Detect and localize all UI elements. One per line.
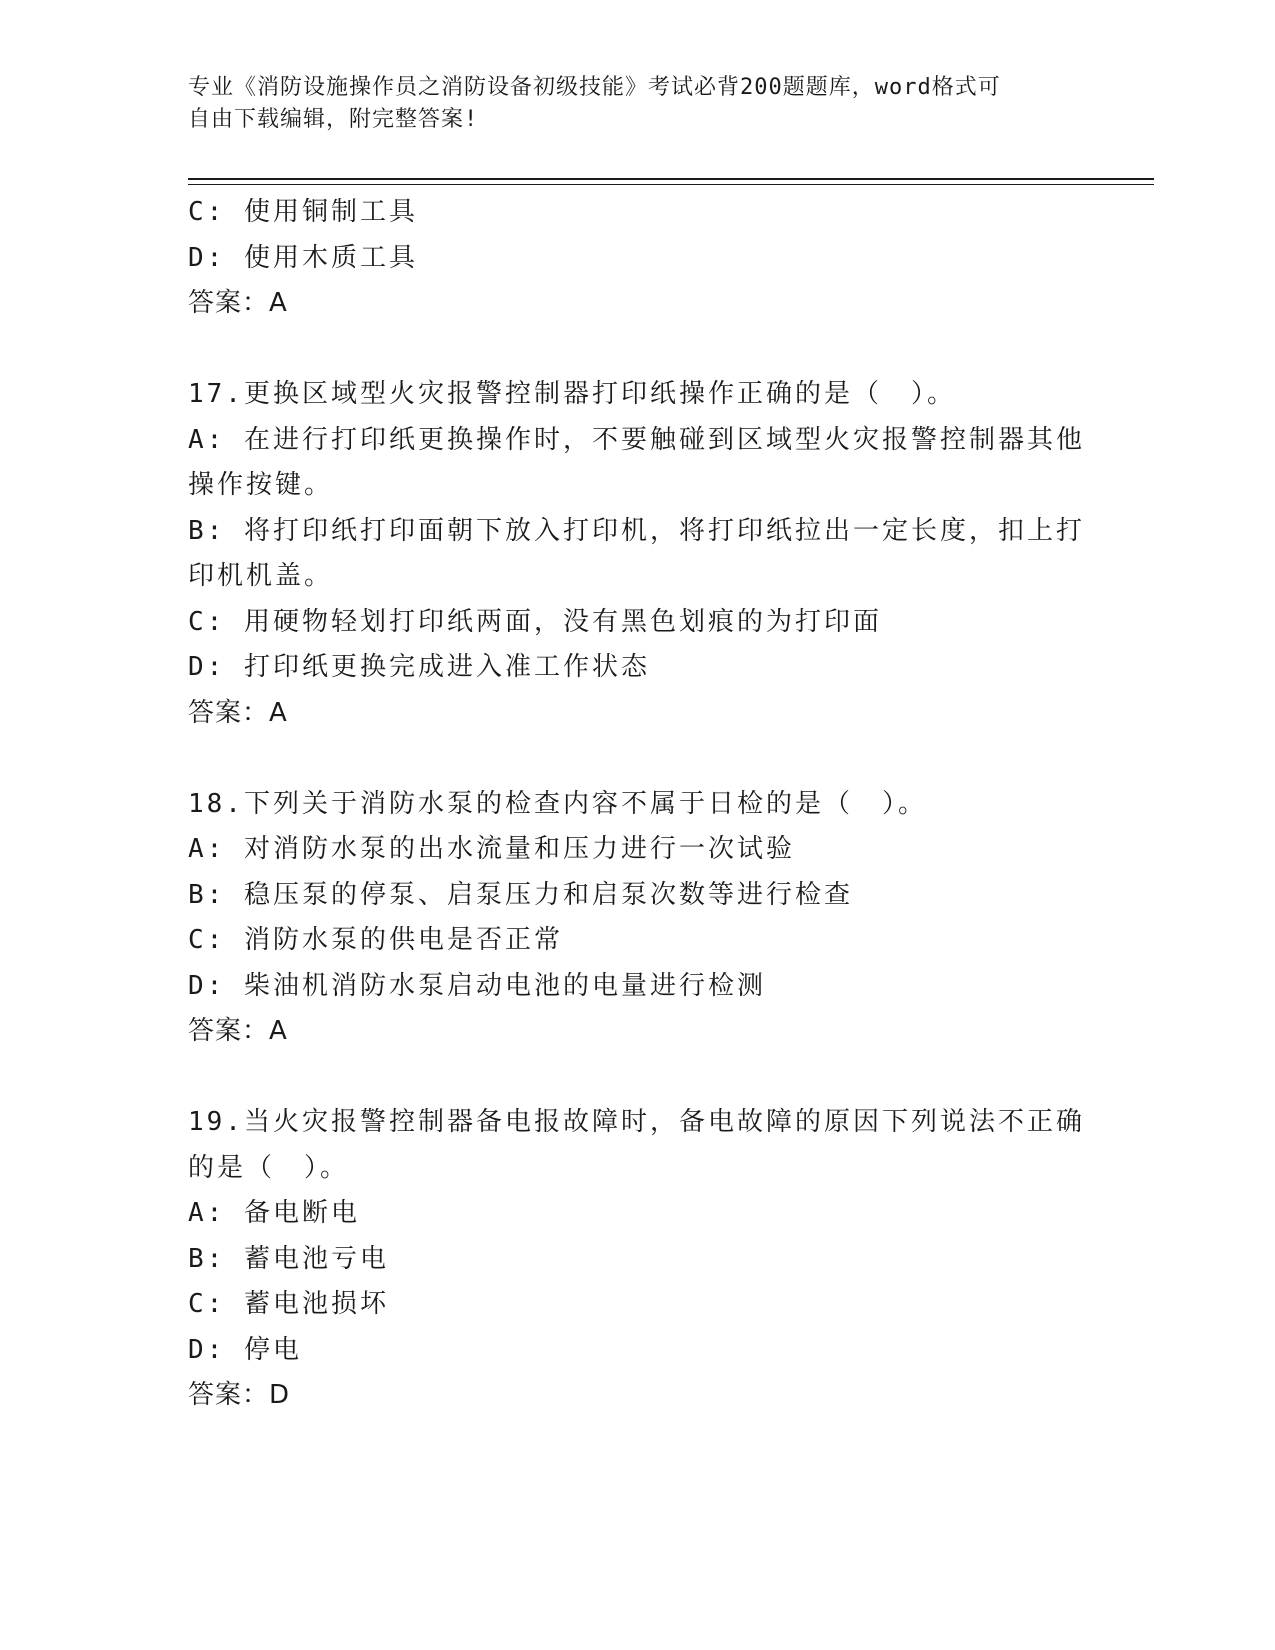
- question-18: [188, 782, 1078, 1055]
- option-c: C: 蓄电池损坏: [188, 1289, 389, 1319]
- spacer: [188, 736, 1078, 782]
- option-b: B: 蓄电池亏电: [188, 1243, 389, 1274]
- option-a-line-1: A: 在进行打印纸更换操作时，不要触碰到区域型火灾报警控制器其他: [188, 424, 1085, 455]
- option-c: C: 用硬物轻划打印纸两面，没有黑色划痕的为打印面: [188, 606, 882, 637]
- header-title-line-1: 专业《消防设施操作员之消防设备初级技能》考试必背200题题库，word格式可: [188, 75, 1001, 100]
- question-stem-line-1: 19.当火灾报警控制器备电报故障时，备电故障的原因下列说法不正确: [188, 1107, 1085, 1137]
- answer: 答案：D: [188, 1380, 291, 1410]
- option-a: A: 备电断电: [188, 1198, 360, 1228]
- option-b: [188, 509, 1085, 600]
- question-stem: 17.更换区域型火灾报警控制器打印纸操作正确的是（ ）。: [188, 379, 956, 409]
- header-title-line-2: 自由下载编辑，附完整答案!: [188, 107, 479, 132]
- question-19: [188, 1100, 1085, 1419]
- option-d: D: 使用木质工具: [188, 242, 418, 273]
- option-c: C: 使用铜制工具: [188, 197, 418, 227]
- page-header: [188, 72, 1068, 136]
- answer: 答案：A: [188, 288, 288, 318]
- option-a: A: 对消防水泵的出水流量和压力进行一次试验: [188, 834, 795, 864]
- question-list: [188, 190, 1085, 1419]
- spacer: [188, 327, 1078, 373]
- option-b: B: 稳压泵的停泵、启泵压力和启泵次数等进行检查: [188, 879, 853, 910]
- option-d: D: 柴油机消防水泵启动电池的电量进行检测: [188, 970, 766, 1001]
- option-b-line-2: 印机机盖。: [188, 561, 334, 591]
- option-b-line-1: B: 将打印纸打印面朝下放入打印机，将打印纸拉出一定长度，扣上打: [188, 515, 1085, 546]
- question-stem-line-2: 的是（ ）。: [188, 1152, 350, 1183]
- option-a-line-2: 操作按键。: [188, 470, 334, 500]
- option-d: D: 打印纸更换完成进入准工作状态: [188, 652, 650, 682]
- question-17: [188, 372, 1085, 736]
- question-16-continued: [188, 190, 1078, 327]
- header-divider-thin: [188, 184, 1154, 185]
- option-c: C: 消防水泵的供电是否正常: [188, 925, 563, 955]
- question-stem: 18.下列关于消防水泵的检查内容不属于日检的是（ ）。: [188, 788, 927, 819]
- option-a: [188, 418, 1085, 509]
- header-divider-thick: [188, 178, 1154, 180]
- answer: 答案：A: [188, 697, 288, 728]
- answer: 答案：A: [188, 1016, 288, 1046]
- spacer: [188, 1055, 1078, 1101]
- option-d: D: 停电: [188, 1334, 302, 1365]
